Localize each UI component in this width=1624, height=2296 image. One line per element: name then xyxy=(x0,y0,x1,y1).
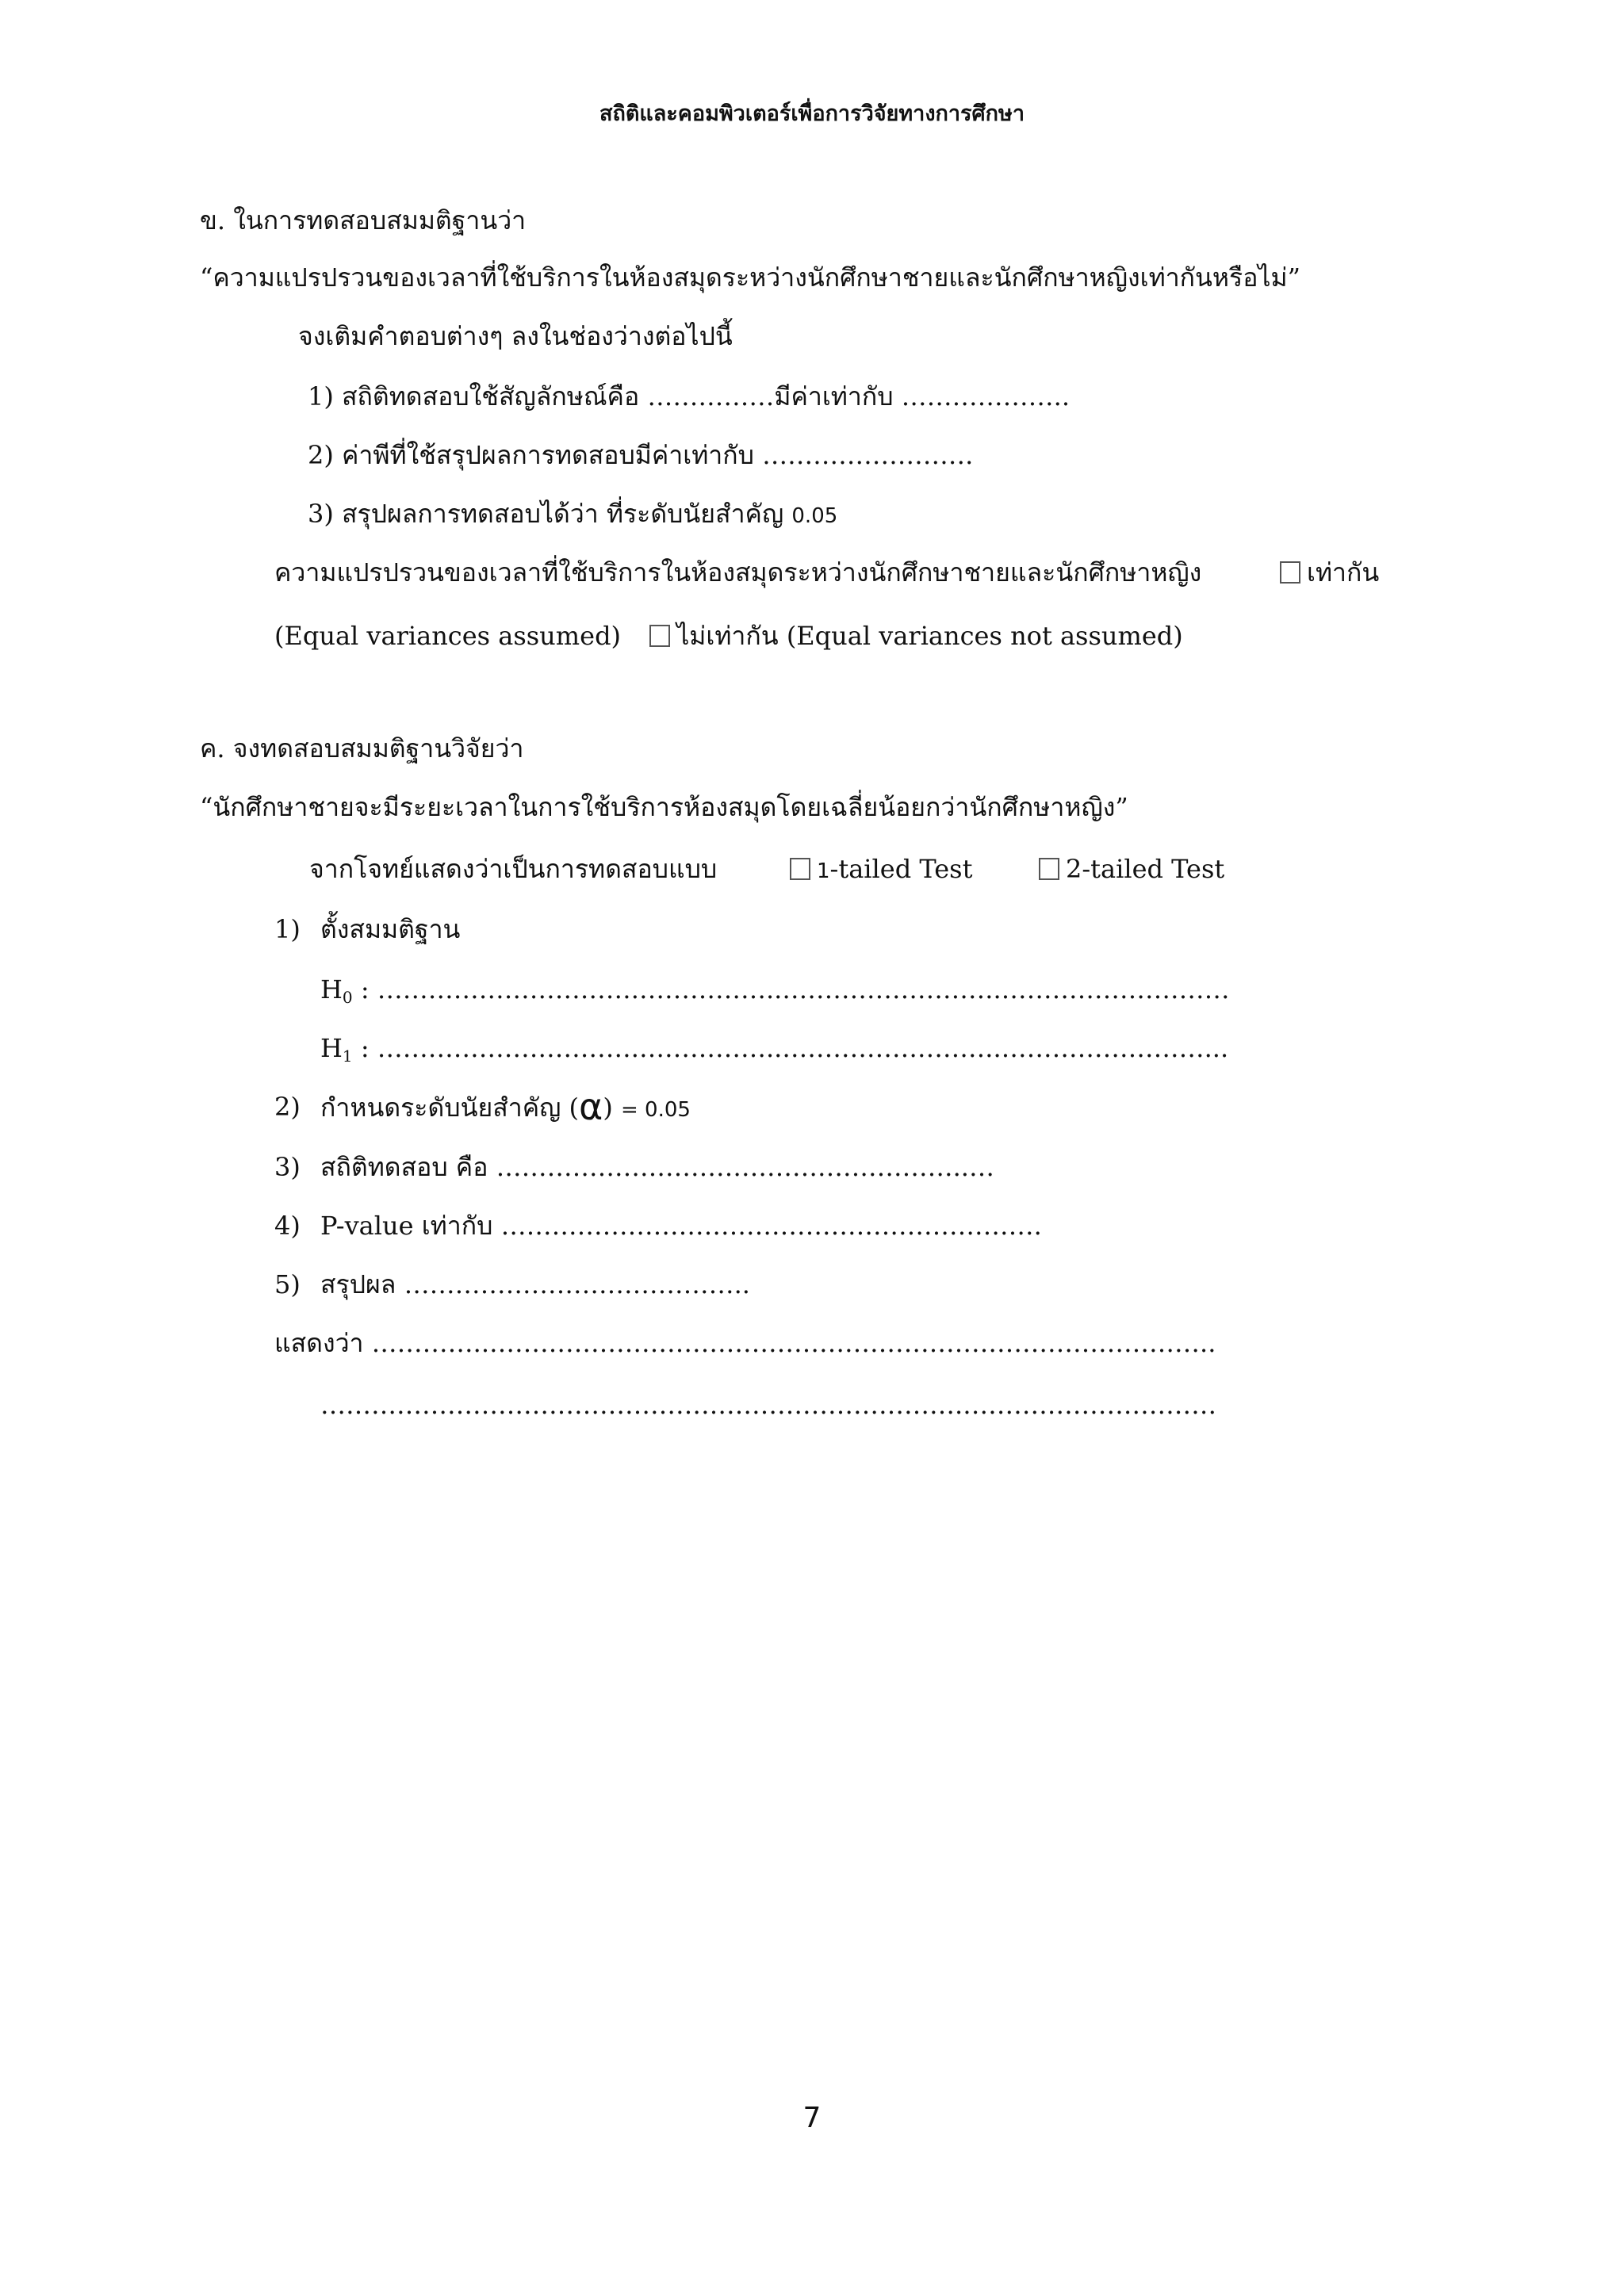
h0-subscript: 0 xyxy=(342,988,353,1007)
section-b-conclusion-line: ความแปรปรวนของเวลาที่ใช้บริการในห้องสมุดระหว่างนักศึกษาชายและนักศึกษาหญิง xyxy=(274,557,1202,587)
one-tailed-number: 1 xyxy=(817,859,830,883)
step-2-number: 2) xyxy=(274,1092,301,1122)
not-equal-checkbox[interactable] xyxy=(649,625,670,647)
equal-checkbox[interactable] xyxy=(1280,561,1300,584)
step-3-label: สถิติทดสอบ คือ ………………………………………………..… xyxy=(320,1152,994,1182)
not-equal-label-en: (Equal variances not assumed) xyxy=(786,621,1183,651)
h0-symbol: H xyxy=(320,974,343,1004)
alpha-symbol: α xyxy=(579,1085,603,1128)
step-1-number: 1) xyxy=(274,914,301,944)
section-c-heading: ค. จงทดสอบสมมติฐานวิจัยว่า xyxy=(200,733,524,763)
equal-label: เท่ากัน xyxy=(1307,557,1380,587)
shows-line-2: ………………………………………………………………….………………………… xyxy=(320,1390,1217,1420)
h1-line xyxy=(320,1032,1228,1072)
equal-option xyxy=(1280,557,1379,588)
section-b-item-3 xyxy=(308,498,837,532)
step-5-label: สรุปผล ………………………………….. xyxy=(320,1269,750,1299)
one-tailed-option xyxy=(790,853,972,887)
equal-label-en: (Equal variances assumed) xyxy=(274,621,622,651)
one-tailed-checkbox[interactable] xyxy=(790,858,810,880)
step-2-line xyxy=(320,1085,691,1128)
significance-value: 0.05 xyxy=(791,504,838,528)
alpha-value: = 0.05 xyxy=(621,1098,691,1122)
two-tailed-label: 2-tailed Test xyxy=(1066,854,1225,884)
step-3-number: 3) xyxy=(274,1152,301,1182)
h0-blank: : ………………………….……………..……………………..……………………… xyxy=(352,974,1230,1004)
two-tailed-option xyxy=(1039,853,1224,885)
test-type-prompt: จากโจทย์แสดงว่าเป็นการทดสอบแบบ xyxy=(309,854,718,884)
section-b-question: “ความแปรปรวนของเวลาที่ใช้บริการในห้องสมุดระหว่างนักศึกษาชายและนักศึกษาหญิงเท่ากันหรือไม่” xyxy=(200,262,1300,293)
step-4-label: P-value เท่ากับ ………………………………………………………. xyxy=(320,1211,1042,1241)
section-b-instruction: จงเติมคำตอบต่างๆ ลงในช่องว่างต่อไปนี้ xyxy=(298,321,733,351)
equal-variances-line xyxy=(274,620,1183,652)
step-4-number: 4) xyxy=(274,1211,301,1241)
section-b-item-2: 2) ค่าพีที่ใช้สรุปผลการทดสอบมีค่าเท่ากับ ……………………. xyxy=(308,440,974,470)
not-equal-label: ไม่เท่ากัน xyxy=(676,621,779,651)
step-2-close: ) xyxy=(603,1093,621,1123)
page-header-title: สถิติและคอมพิวเตอร์เพื่อการวิจัยทางการศึกษา xyxy=(599,101,1025,126)
section-b-item-1: 1) สถิติทดสอบใช้สัญลักษณ์คือ ……………มีค่าเท่ากับ ……………….. xyxy=(308,381,1071,411)
h0-line xyxy=(320,974,1230,1013)
section-c-hypothesis: “นักศึกษาชายจะมีระยะเวลาในการใช้บริการห้องสมุดโดยเฉลี่ยน้อยกว่านักศึกษาหญิง” xyxy=(200,792,1128,822)
h1-subscript: 1 xyxy=(342,1047,353,1066)
section-b-heading: ข. ในการทดสอบสมมติฐานว่า xyxy=(200,205,527,235)
one-tailed-label: -tailed Test xyxy=(829,854,973,884)
item-3-text: 3) สรุปผลการทดสอบได้ว่า ที่ระดับนัยสำคัญ xyxy=(308,499,792,529)
step-2-label: กำหนดระดับนัยสำคัญ ( xyxy=(320,1093,580,1123)
h1-blank: : ………………………….……………..……………………..……………………... xyxy=(352,1033,1229,1063)
step-1-label: ตั้งสมมติฐาน xyxy=(320,914,461,944)
page-number: 7 xyxy=(802,2102,822,2134)
two-tailed-checkbox[interactable] xyxy=(1039,858,1059,880)
h1-symbol: H xyxy=(320,1033,343,1063)
shows-line: แสดงว่า …………..………………………………………………………………………….. xyxy=(274,1328,1216,1358)
step-5-number: 5) xyxy=(274,1269,301,1299)
